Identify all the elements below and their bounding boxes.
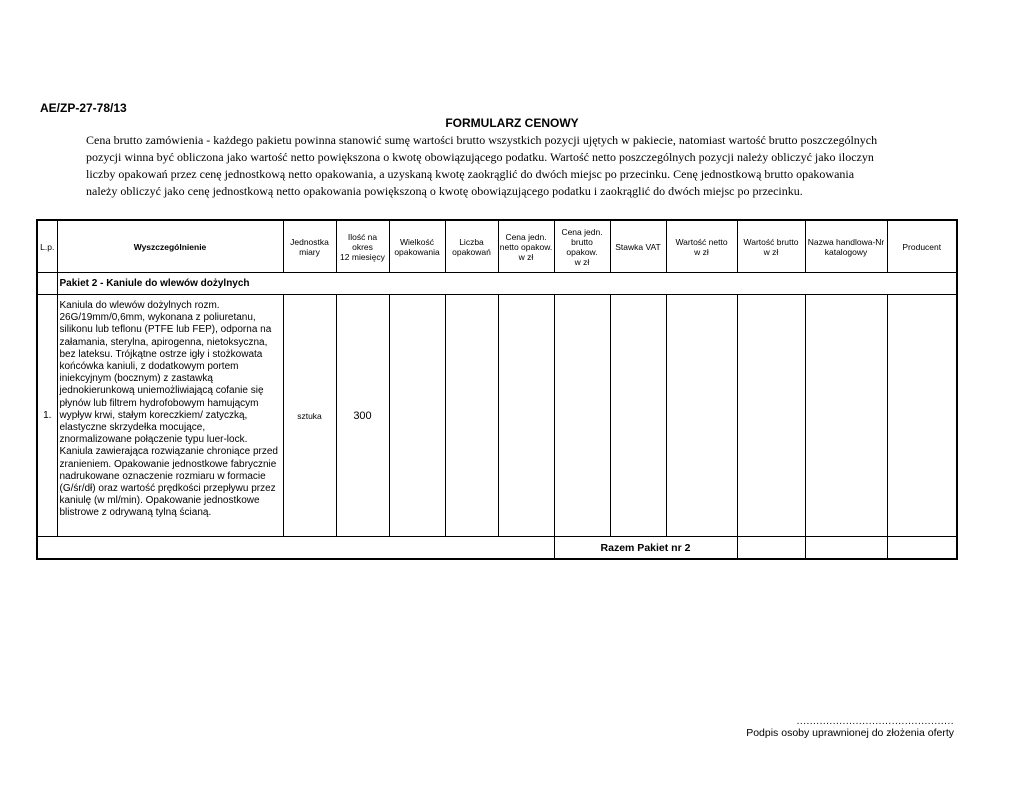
header-description: Wyszczególnienie: [57, 220, 283, 273]
table-row: [37, 295, 957, 537]
document-title: FORMULARZ CENOWY: [445, 116, 579, 130]
total-label: Razem Pakiet nr 2: [554, 537, 737, 560]
item-unit-gross-price: [554, 295, 610, 537]
header-gross-value: Wartość brutto w zł: [737, 220, 805, 273]
header-producer: Producent: [887, 220, 957, 273]
header-net-value: Wartość netto w zł: [666, 220, 737, 273]
header-unit-gross-price: Cena jedn. brutto opakow. w zł: [554, 220, 610, 273]
item-trade-name: [805, 295, 887, 537]
item-producer: [887, 295, 957, 537]
total-gross-value: [737, 537, 805, 560]
price-table: [36, 219, 958, 560]
header-lp: L.p.: [37, 220, 57, 273]
signature-line: ................................................: [796, 716, 954, 727]
item-pack-size: [389, 295, 445, 537]
total-producer: [887, 537, 957, 560]
header-vat-rate: Stawka VAT: [610, 220, 666, 273]
signature-label: Podpis osoby uprawnionej do złożenia oferty: [746, 727, 954, 739]
total-blank-cell: [37, 537, 554, 560]
header-unit-net-price: Cena jedn. netto opakow. w zł: [498, 220, 554, 273]
header-unit: Jednostka miary: [283, 220, 336, 273]
intro-line: Cena brutto zamówienia - każdego pakietu powinna stanowić sumę wartości brutto wszystkich pozycji ujętych w pakiecie, natomiast wartość brutto poszczególnych: [86, 133, 878, 147]
table-header-row: [37, 220, 957, 273]
total-trade-name: [805, 537, 887, 560]
item-unit: sztuka: [283, 295, 336, 537]
header-trade-name: Nazwa handlowa-Nr katalogowy: [805, 220, 887, 273]
total-row: [37, 537, 957, 560]
item-quantity: 300: [336, 295, 389, 537]
package-title-row: [37, 273, 957, 295]
intro-line: pozycji winna być obliczona jako wartość netto powiększona o kwotę obowiązującego podatku. Wartość netto poszczególnych pozycji należy obliczyć jako iloczyn: [86, 150, 874, 164]
header-quantity: Ilość na okres 12 miesięcy: [336, 220, 389, 273]
item-vat-rate: [610, 295, 666, 537]
intro-line: należy obliczyć jako cenę jednostkową netto opakowania powiększoną o kwotę obowiązującego podatku i zaokrąglić do dwóch miejsc po przecinku.: [86, 184, 803, 198]
item-unit-net-price: [498, 295, 554, 537]
item-gross-value: [737, 295, 805, 537]
item-lp: 1.: [37, 295, 57, 537]
item-description: Kaniula do wlewów dożylnych rozm. 26G/19mm/0,6mm, wykonana z poliuretanu, silikonu lub teflonu (PTFE lub FEP), odporna na załamania, sterylna, apirogenna, nietoksyczna, bez lateksu. Trójkątne ostrze igły i stożkowata końcówka kaniuli, z dodatkowym portem iniekcyjnym (bocznym) z zastawką jednokierunkową uniemożliwiającą cofanie się płynów lub filtrem hydrofobowym hamującym wypływ krwi, stałym koreczkiem/ zatyczką, elastyczne skrzydełka mocujące, znormalizowane połączenie typu luer-lock. Kaniula zawierająca rozwiązanie chroniące przed zranieniem. Opakowanie jednostkowe fabrycznie nadrukowane oznaczenie rozmiaru w formacie (G/śr/dł) oraz wartość prędkości przepływu przez kaniulę (w ml/min). Opakowanie jednostkowe blistrowe z odrywaną tylną ścianą.: [57, 295, 283, 537]
intro-paragraph: [86, 132, 906, 200]
intro-line: liczby opakowań przez cenę jednostkową netto opakowania, a uzyskaną kwotę zaokrąglić do dwóch miejsc po przecinku. Cenę jednostkową brutto opakowania: [86, 167, 855, 181]
header-pack-size: Wielkość opakowania: [389, 220, 445, 273]
header-pack-count: Liczba opakowań: [445, 220, 498, 273]
document-reference: AE/ZP-27-78/13: [40, 101, 127, 115]
item-pack-count: [445, 295, 498, 537]
package-title: Pakiet 2 - Kaniule do wlewów dożylnych: [57, 273, 957, 295]
package-lp-cell: [37, 273, 57, 295]
item-net-value: [666, 295, 737, 537]
